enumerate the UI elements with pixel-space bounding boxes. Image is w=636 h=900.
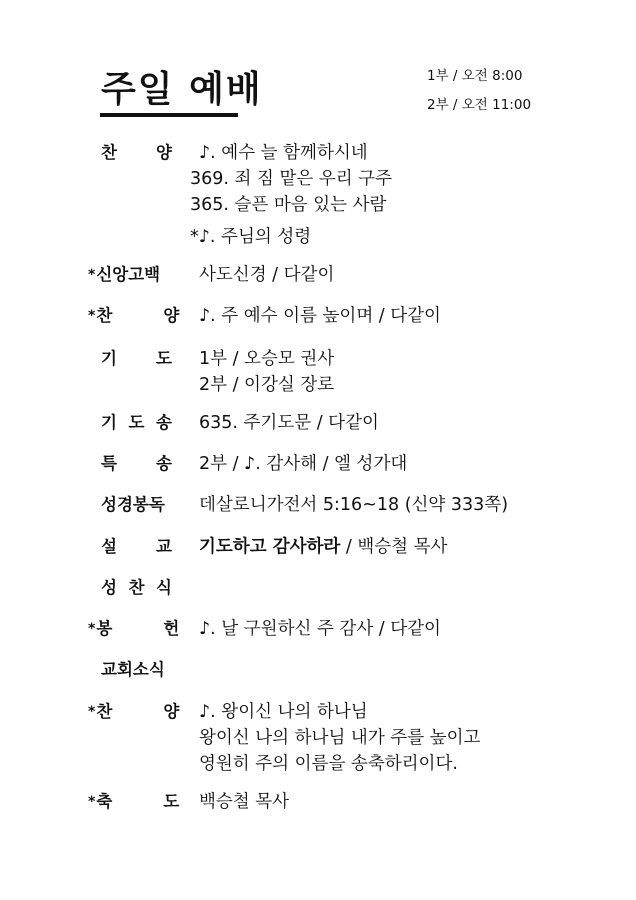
order-label	[101, 140, 172, 166]
content-line: ♪. 날 구원하신 주 감사 / 다같이	[199, 619, 441, 639]
order-label-text	[96, 303, 179, 329]
content-line: 1부 / 오승모 권사	[199, 349, 335, 369]
order-label-text	[96, 616, 179, 642]
content-line: 영원히 주의 이름을 송축하리이다.	[199, 754, 458, 774]
content-line: 2부 / ♪. 감사해 / 엘 성가대	[199, 454, 408, 474]
service-time-second: 2부 / 오전 11:00	[427, 97, 532, 113]
order-content	[199, 410, 379, 436]
content-line: *♪. 주님의 성령	[190, 227, 312, 247]
label-char: 설	[101, 537, 117, 556]
order-label-text	[101, 534, 172, 560]
standing-mark: *	[88, 704, 96, 720]
label-char: 축	[96, 792, 113, 811]
content-line	[199, 534, 447, 560]
label-char: 식	[156, 578, 172, 597]
content-line: 635. 주기도문 / 다같이	[199, 413, 379, 433]
order-content	[199, 699, 480, 777]
order-content	[199, 346, 334, 398]
content-line: 데살로니가전서 5:16~18 (신약 333쪽)	[199, 495, 509, 515]
order-label	[101, 657, 165, 683]
label-char: 송	[156, 454, 172, 473]
order-content	[199, 789, 289, 815]
order-label	[101, 346, 172, 372]
label-char: 도	[156, 349, 172, 368]
order-label-text	[101, 346, 172, 372]
content-line: 사도신경 / 다같이	[199, 265, 335, 285]
order-label-text	[96, 699, 179, 725]
order-label-text: 성경봉독	[101, 495, 165, 514]
order-label	[101, 492, 165, 518]
label-char: 특	[101, 454, 117, 473]
order-label	[88, 303, 179, 329]
label-char: 헌	[163, 619, 180, 638]
label-char: 찬	[128, 578, 145, 597]
order-label-text: 신앙고백	[96, 265, 161, 284]
label-char: 교	[156, 537, 172, 556]
order-content	[199, 451, 407, 477]
standing-mark: *	[88, 794, 96, 810]
content-line: 365. 슬픈 마음 있는 사람	[190, 195, 387, 215]
content-line: 369. 죄 짐 맡은 우리 구주	[190, 169, 393, 189]
standing-mark: *	[88, 308, 96, 324]
label-char: 봉	[96, 619, 113, 638]
order-label	[88, 699, 179, 725]
label-char: 양	[163, 702, 180, 721]
order-label	[88, 616, 179, 642]
order-label-text: 교회소식	[101, 660, 165, 679]
order-content	[190, 140, 392, 250]
label-char: 도	[128, 413, 145, 432]
order-content	[199, 262, 334, 288]
label-char: 양	[156, 143, 172, 162]
order-label	[88, 262, 160, 288]
order-label	[101, 451, 172, 477]
label-char: 찬	[96, 306, 113, 325]
order-content	[199, 616, 441, 642]
order-label	[101, 575, 172, 601]
label-char: 성	[101, 578, 117, 597]
order-content	[199, 303, 441, 329]
content-line: ♪. 왕이신 나의 하나님	[199, 702, 368, 722]
label-char: 찬	[96, 702, 113, 721]
order-label-text	[101, 410, 172, 436]
order-label-text	[96, 789, 179, 815]
content-line: ♪. 주 예수 이름 높이며 / 다같이	[199, 306, 441, 326]
standing-mark: *	[88, 267, 96, 283]
service-time-first: 1부 / 오전 8:00	[427, 68, 523, 84]
sermon-title: 기도하고 감사하라	[199, 537, 341, 557]
order-label-text	[101, 451, 172, 477]
order-label-text	[101, 575, 172, 601]
order-content	[199, 492, 508, 518]
content-line: ♪. 예수 늘 함께하시네	[199, 143, 368, 163]
label-char: 송	[156, 413, 172, 432]
label-char: 기	[101, 349, 117, 368]
content-line: 백승철 목사	[199, 792, 290, 812]
content-line: 왕이신 나의 하나님 내가 주를 높이고	[199, 728, 481, 748]
order-label	[101, 534, 172, 560]
label-char: 기	[101, 413, 117, 432]
order-label	[101, 410, 172, 436]
label-char: 찬	[101, 143, 117, 162]
standing-mark: *	[88, 621, 96, 637]
order-content	[199, 534, 447, 560]
content-line: 2부 / 이강실 장로	[199, 375, 335, 395]
label-char: 도	[163, 792, 180, 811]
title-underline	[100, 113, 238, 117]
order-label-text	[101, 140, 172, 166]
sermon-preacher: / 백승철 목사	[340, 537, 448, 557]
service-times	[427, 66, 531, 124]
page-title: 주일 예배	[101, 69, 263, 110]
label-char: 양	[163, 306, 180, 325]
order-label	[88, 789, 179, 815]
